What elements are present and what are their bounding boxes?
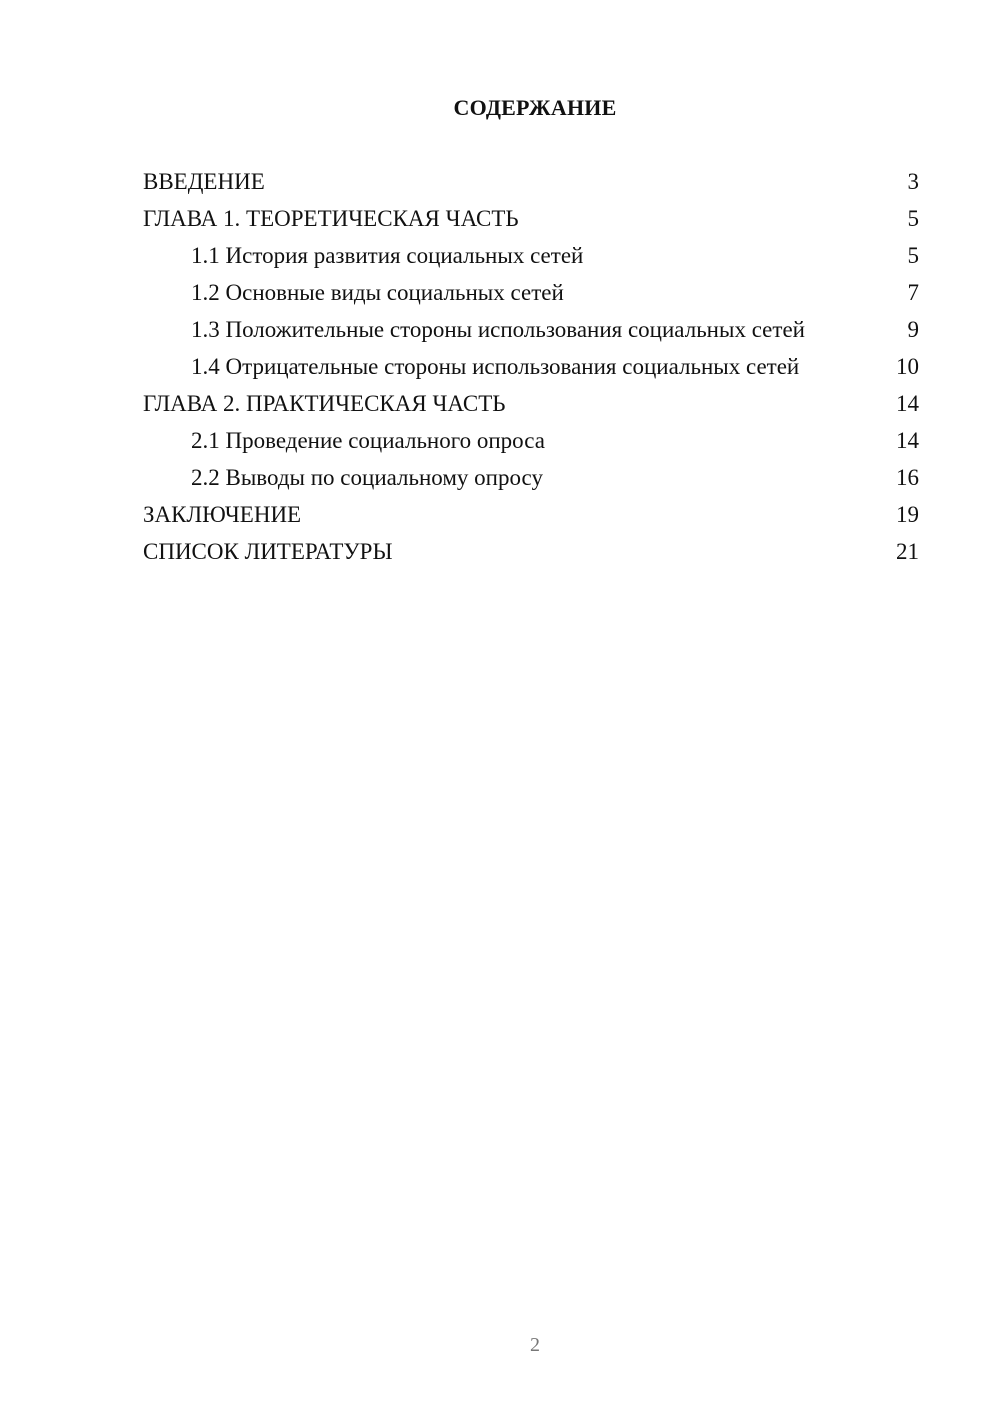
toc-entry-page: 10	[896, 354, 919, 379]
toc-entry-page: 14	[896, 391, 919, 416]
toc-entry-conclusion	[143, 501, 919, 528]
table-of-contents	[143, 168, 919, 575]
toc-entry-label: СПИСОК ЛИТЕРАТУРЫ	[143, 539, 393, 564]
page-number: 2	[530, 1334, 540, 1356]
toc-entry-label: ГЛАВА 1. ТЕОРЕТИЧЕСКАЯ ЧАСТЬ	[143, 206, 519, 231]
toc-entry-label: 2.1 Проведение социального опроса	[191, 428, 545, 453]
toc-entry-section-2-1	[143, 427, 919, 454]
toc-entry-section-1-1	[143, 242, 919, 269]
toc-entry-chapter-2	[143, 390, 919, 417]
toc-entry-section-1-3	[143, 316, 919, 343]
toc-entry-page: 7	[907, 280, 919, 305]
page-title: СОДЕРЖАНИЕ	[453, 95, 617, 120]
toc-entry-label: 2.2 Выводы по социальному опросу	[191, 465, 543, 490]
toc-entry-page: 5	[907, 243, 919, 268]
toc-entry-bibliography	[143, 538, 919, 565]
toc-entry-label: 1.4 Отрицательные стороны использования социальных сетей	[191, 354, 800, 379]
toc-entry-page: 21	[896, 539, 919, 564]
toc-entry-section-1-4	[143, 353, 919, 380]
toc-entry-label: ВВЕДЕНИЕ	[143, 169, 265, 194]
toc-entry-label: 1.1 История развития социальных сетей	[191, 243, 584, 268]
toc-entry-label: 1.3 Положительные стороны использования социальных сетей	[191, 317, 805, 342]
toc-entry-page: 5	[907, 206, 919, 231]
toc-entry-label: ГЛАВА 2. ПРАКТИЧЕСКАЯ ЧАСТЬ	[143, 391, 506, 416]
toc-entry-label: 1.2 Основные виды социальных сетей	[191, 280, 564, 305]
toc-entry-section-2-2	[143, 464, 919, 491]
toc-entry-page: 16	[896, 465, 919, 490]
toc-entry-section-1-2	[143, 279, 919, 306]
toc-entry-page: 19	[896, 502, 919, 527]
toc-entry-introduction	[143, 168, 919, 195]
toc-entry-label: ЗАКЛЮЧЕНИЕ	[143, 502, 302, 527]
toc-entry-page: 14	[896, 428, 919, 453]
toc-entry-page: 3	[907, 169, 919, 194]
toc-entry-page: 9	[907, 317, 919, 342]
toc-entry-chapter-1	[143, 205, 919, 232]
